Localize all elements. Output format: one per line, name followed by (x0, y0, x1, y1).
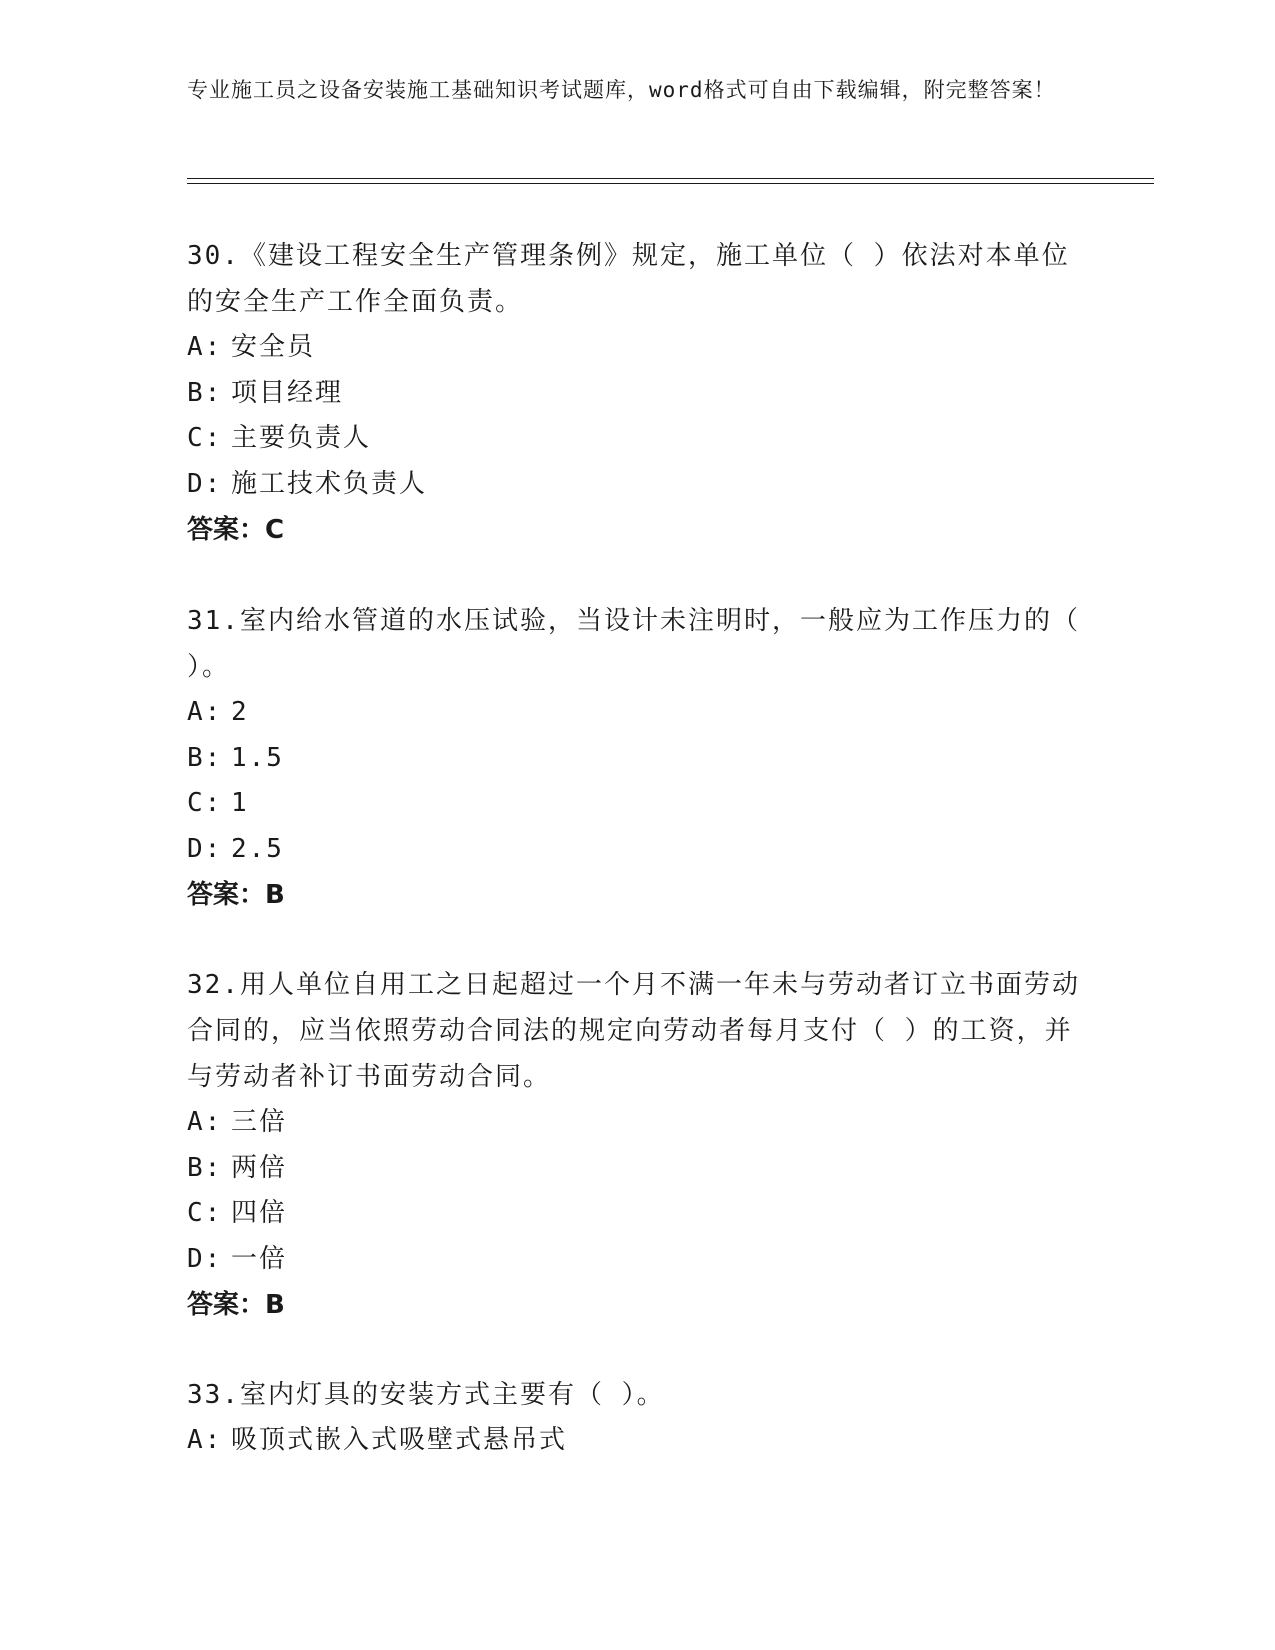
question-30 (187, 233, 1087, 553)
option-c (187, 1191, 1087, 1237)
option-text: 一倍 (231, 1243, 288, 1274)
option-letter: C: (187, 1198, 223, 1228)
question-33 (187, 1372, 1087, 1464)
option-a (187, 1418, 1087, 1464)
option-text: 1 (231, 788, 249, 818)
option-letter: C: (187, 423, 223, 453)
answer-line: 答案：C (187, 515, 285, 545)
option-letter: C: (187, 788, 223, 818)
question-text: 33.室内灯具的安装方式主要有（ ）。 (187, 1380, 665, 1410)
option-letter: D: (187, 833, 223, 864)
option-d (187, 1237, 1087, 1283)
option-text: 安全员 (231, 332, 316, 362)
option-letter: A: (187, 697, 223, 727)
option-text: 两倍 (231, 1152, 288, 1183)
option-letter: A: (187, 1107, 223, 1137)
option-b (187, 1146, 1087, 1192)
question-text: 32.用人单位自用工之日起超过一个月不满一年未与劳动者订立书面劳动合同的，应当依照劳动合同法的规定向劳动者每月支付（ ）的工资，并与劳动者补订书面劳动合同。 (187, 970, 1080, 1092)
question-text: 30.《建设工程安全生产管理条例》规定，施工单位（ ）依法对本单位的安全生产工作全面负责。 (187, 241, 1070, 317)
option-text: 四倍 (231, 1198, 288, 1228)
option-b (187, 371, 1087, 417)
answer-line: 答案：B (187, 1290, 285, 1320)
option-a (187, 690, 1087, 736)
option-text: 主要负责人 (231, 423, 372, 453)
question-text: 31.室内给水管道的水压试验，当设计未注明时，一般应为工作压力的（ ）。 (187, 606, 1080, 682)
option-text: 2.5 (231, 833, 284, 864)
answer-line: 答案：B (187, 880, 285, 910)
option-text: 施工技术负责人 (231, 468, 428, 499)
header-divider-top (187, 178, 1154, 179)
option-letter: D: (187, 468, 223, 499)
option-letter: A: (187, 332, 223, 362)
option-letter: B: (187, 377, 223, 408)
option-letter: D: (187, 1243, 223, 1274)
option-d (187, 462, 1087, 508)
option-b (187, 736, 1087, 782)
header-divider-bottom (187, 183, 1154, 184)
option-letter: B: (187, 742, 223, 773)
option-a (187, 1100, 1087, 1146)
option-c (187, 416, 1087, 462)
header-text: 专业施工员之设备安装施工基础知识考试题库，word格式可自由下载编辑，附完整答案！ (187, 78, 1056, 102)
option-d (187, 827, 1087, 873)
option-text: 项目经理 (231, 377, 344, 408)
question-32 (187, 962, 1087, 1328)
document-header (187, 74, 1067, 107)
option-text: 三倍 (231, 1107, 288, 1137)
option-c (187, 781, 1087, 827)
option-text: 吸顶式嵌入式吸壁式悬吊式 (231, 1425, 568, 1455)
option-letter: B: (187, 1152, 223, 1183)
option-text: 1.5 (231, 742, 284, 773)
option-text: 2 (231, 697, 249, 727)
question-31 (187, 598, 1087, 918)
option-a (187, 325, 1087, 371)
option-letter: A: (187, 1425, 223, 1455)
